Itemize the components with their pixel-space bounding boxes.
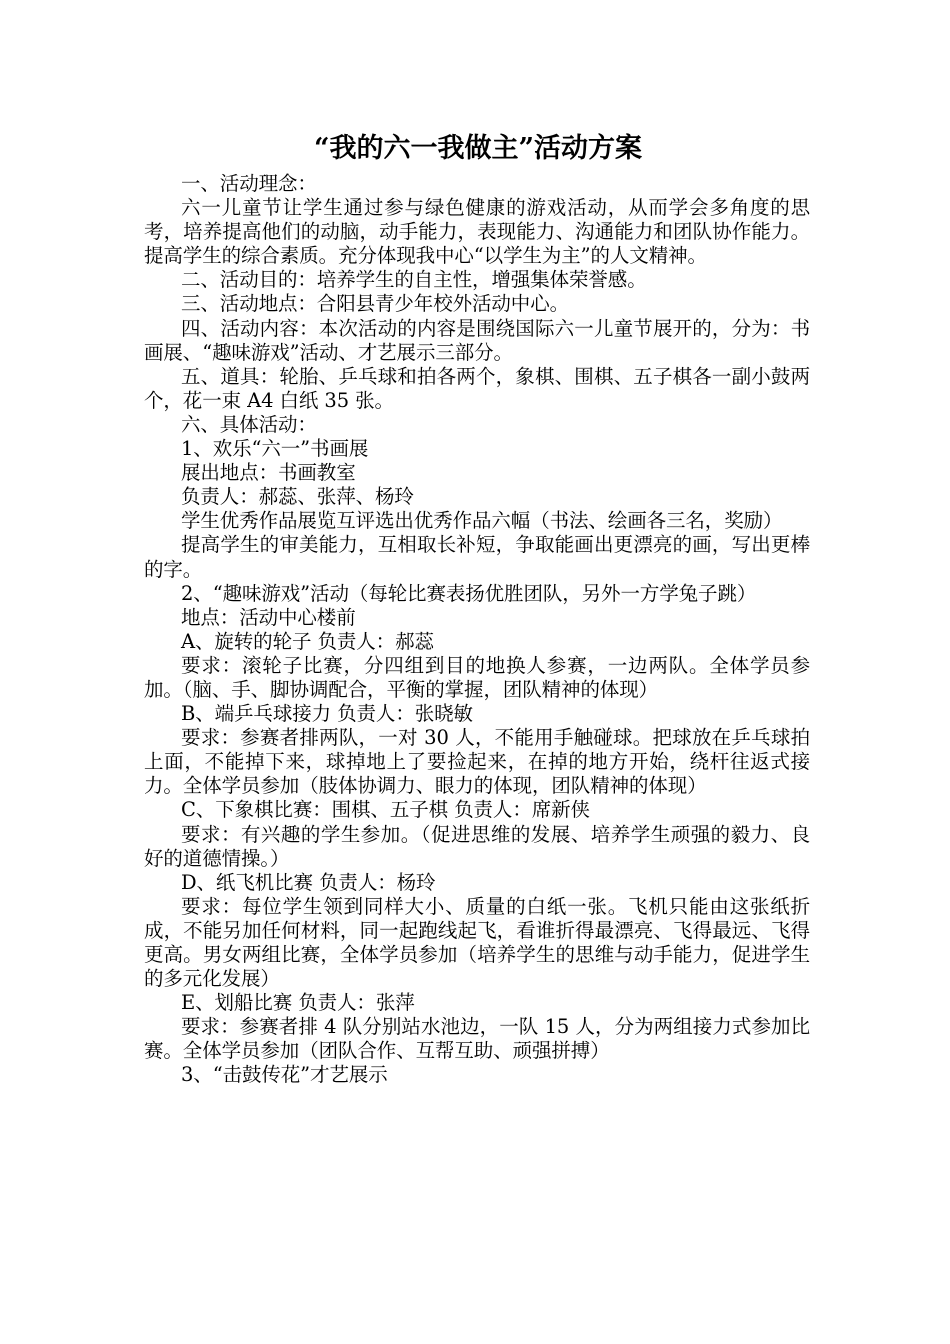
body-paragraph: 3、“击鼓传花”才艺展示 bbox=[181, 1063, 388, 1087]
body-paragraph: 三、活动地点：合阳县青少年校外活动中心。 bbox=[181, 292, 570, 316]
body-paragraph: C、下象棋比赛：围棋、五子棋 负责人：席新侠 bbox=[181, 798, 590, 822]
body-paragraph: 要求：参赛者排 4 队分别站水池边，一队 15 人，分为两组接力式参加比赛。全体学员参加（团队合作、互帮互助、顽强拼搏） bbox=[144, 1015, 810, 1063]
body-paragraph: 要求：每位学生领到同样大小、质量的白纸一张。飞机只能由这张纸折成，不能另加任何材料，同一起跑线起飞，看谁折得最漂亮、飞得最远、飞得更高。男女两组比赛，全体学员参加（培养学生的思维与动手能力，促进学生的多元化发展） bbox=[144, 894, 810, 991]
body-paragraph: 要求：有兴趣的学生参加。（促进思维的发展、培养学生顽强的毅力、良好的道德情操。） bbox=[144, 822, 810, 870]
body-paragraph: 展出地点：书画教室 bbox=[181, 461, 356, 485]
body-paragraph: 一、活动理念： bbox=[181, 172, 317, 195]
body-paragraph: 2、“趣味游戏”活动（每轮比赛表扬优胜团队，另外一方学兔子跳） bbox=[181, 581, 757, 605]
body-paragraph: 四、活动内容：本次活动的内容是围绕国际六一儿童节展开的，分为：书画展、“趣味游戏”活动、才艺展示三部分。 bbox=[144, 316, 810, 364]
body-paragraph: 1、欢乐“六一”书画展 bbox=[181, 437, 369, 461]
body-paragraph: D、纸飞机比赛 负责人：杨玲 bbox=[181, 870, 436, 894]
document-body bbox=[144, 172, 810, 1088]
body-paragraph: 二、活动目的：培养学生的自主性，增强集体荣誉感。 bbox=[181, 268, 647, 292]
body-paragraph: B、端乒乓球接力 负责人：张晓敏 bbox=[181, 702, 473, 726]
body-paragraph: 五、道具：轮胎、乒乓球和拍各两个，象棋、围棋、五子棋各一副小鼓两个，花一束 A4 白纸 35 张。 bbox=[144, 364, 810, 412]
document-page bbox=[144, 128, 810, 1088]
body-paragraph: A、旋转的轮子 负责人：郝蕊 bbox=[181, 629, 434, 653]
body-paragraph: 六、具体活动： bbox=[181, 412, 317, 436]
body-paragraph: 要求：参赛者排两队，一对 30 人，不能用手触碰球。把球放在乒乓球拍上面，不能掉下来，球掉地上了要捡起来，在掉的地方开始，绕杆往返式接力。全体学员参加（肢体协调力、眼力的体现，团队精神的体现） bbox=[144, 726, 810, 798]
body-paragraph: 提高学生的审美能力，互相取长补短，争取能画出更漂亮的画，写出更棒的字。 bbox=[144, 533, 810, 581]
document-title: “我的六一我做主”活动方案 bbox=[313, 133, 643, 164]
body-paragraph: 地点：活动中心楼前 bbox=[181, 605, 356, 629]
body-paragraph: 要求：滚轮子比赛，分四组到目的地换人参赛，一边两队。全体学员参加。（脑、手、脚协调配合，平衡的掌握，团队精神的体现） bbox=[144, 653, 810, 701]
body-paragraph: 负责人：郝蕊、张萍、杨玲 bbox=[181, 485, 414, 509]
body-paragraph: 学生优秀作品展览互评选出优秀作品六幅（书法、绘画各三名，奖励） bbox=[181, 509, 783, 533]
body-paragraph: 六一儿童节让学生通过参与绿色健康的游戏活动，从而学会多角度的思考，培养提高他们的动脑，动手能力，表现能力、沟通能力和团队协作能力。提高学生的综合素质。充分体现我中心“以学生为主”的人文精神。 bbox=[144, 196, 810, 268]
body-paragraph: E、划船比赛 负责人：张萍 bbox=[181, 991, 415, 1015]
